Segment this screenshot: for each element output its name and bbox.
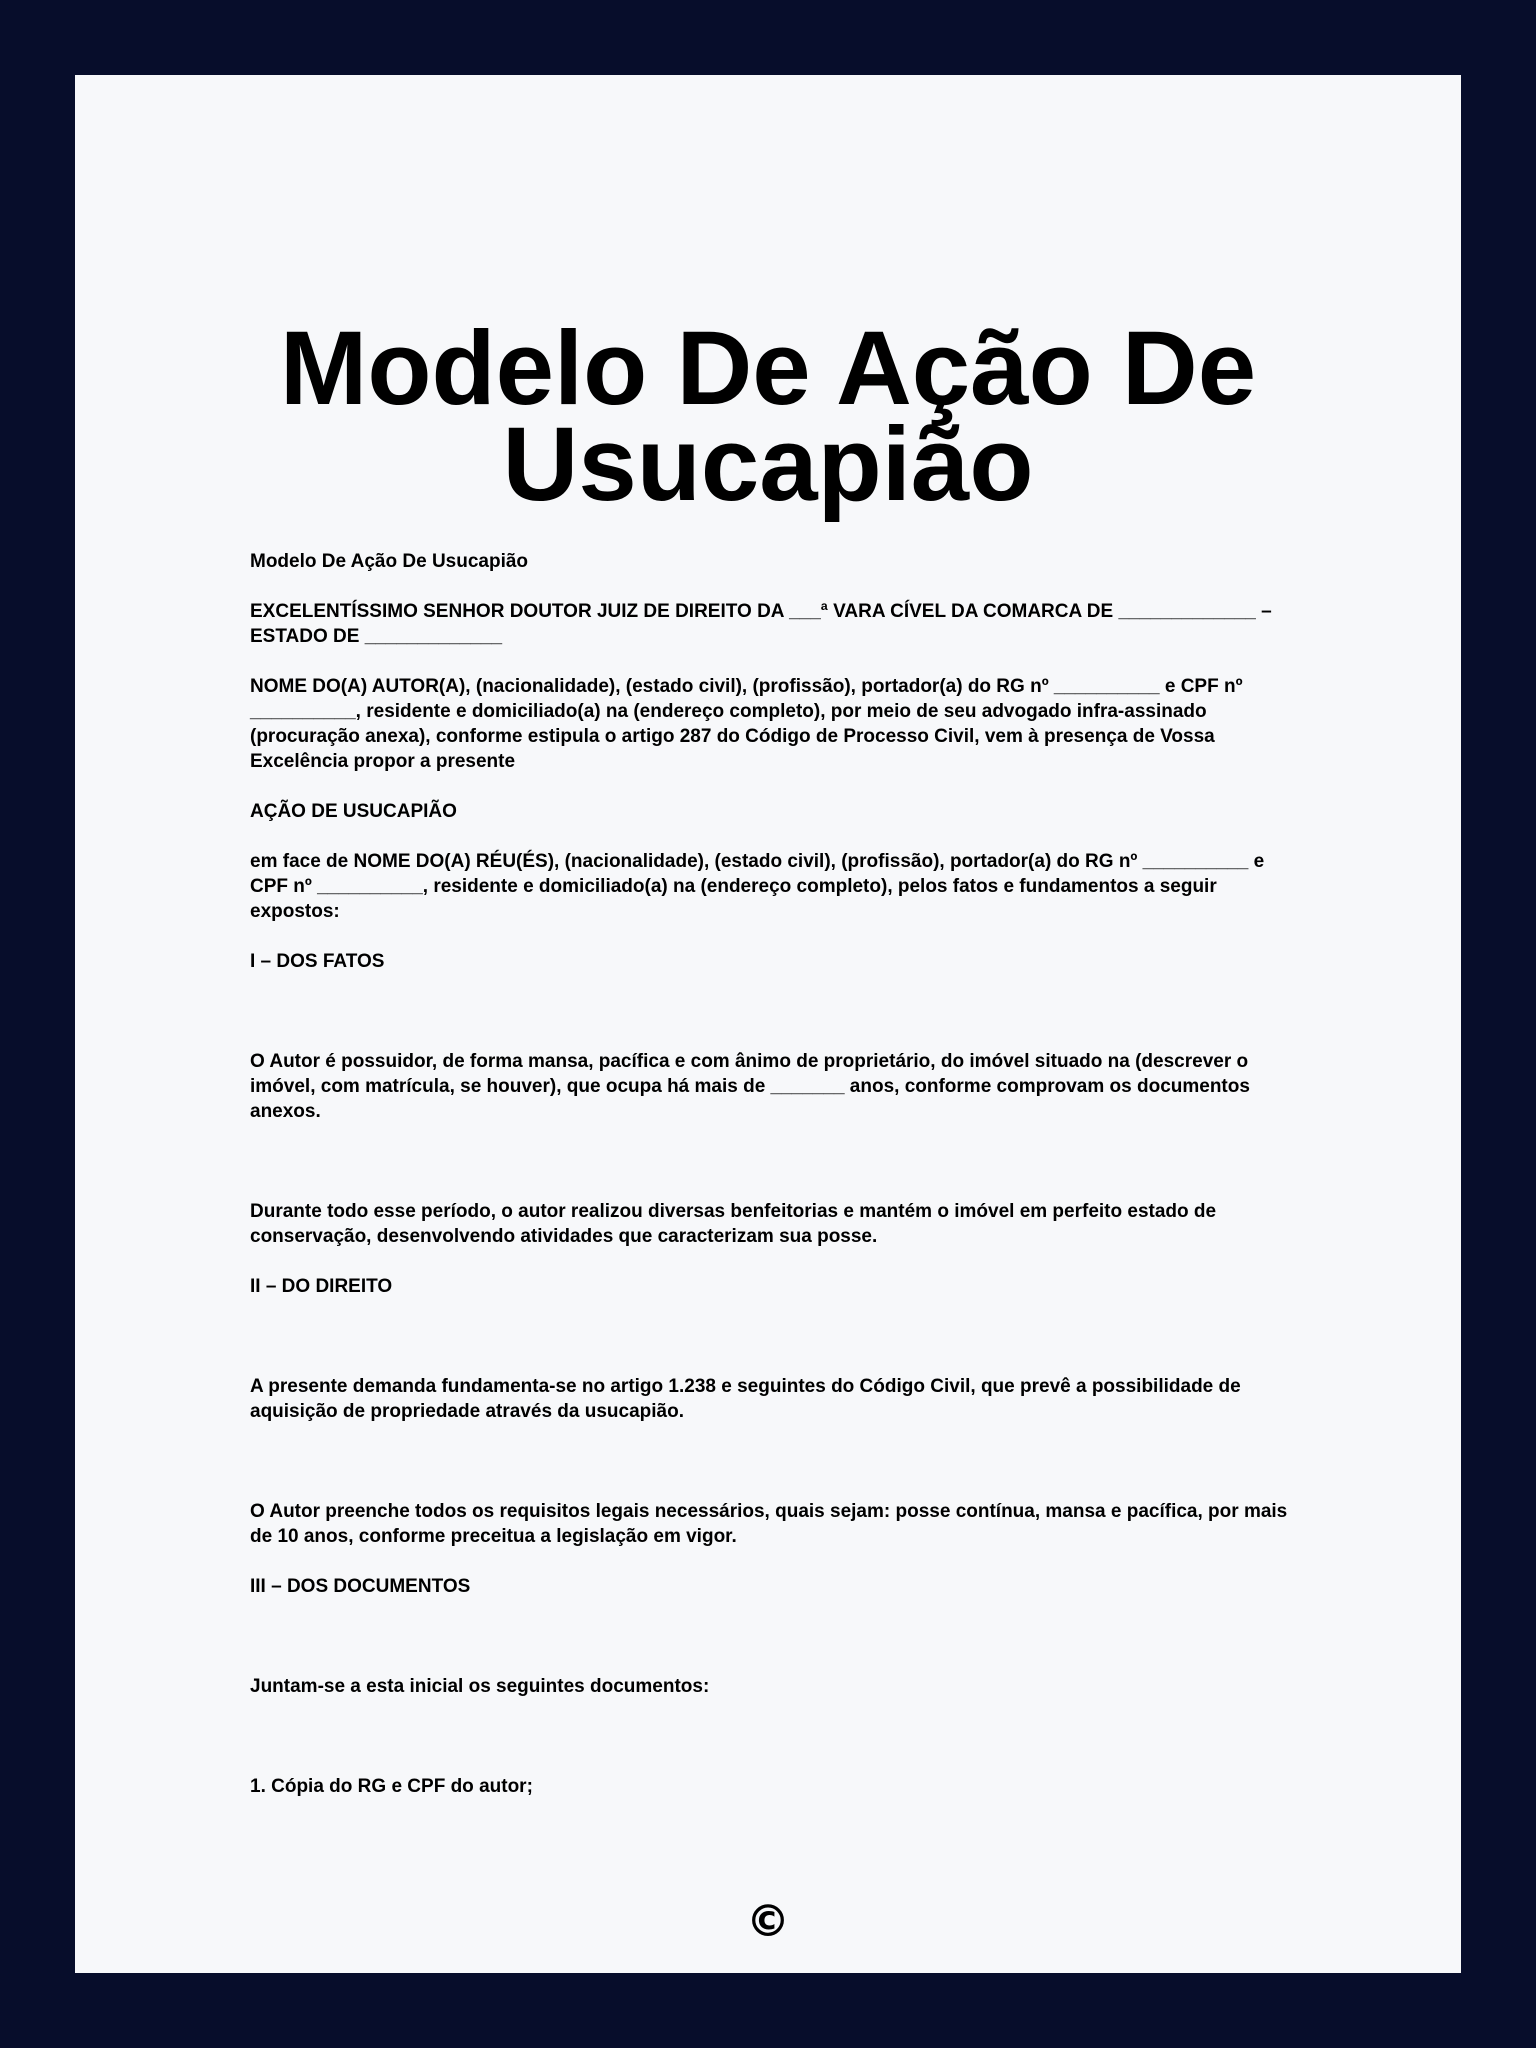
section-heading-facts: I – DOS FATOS xyxy=(250,951,385,972)
facts-paragraph-1: O Autor é possuidor, de forma mansa, pacífica e com ânimo de proprietário, do imóvel situado na (descrever o imóvel, com matrícula, se houver), que ocupa há mais de _______ anos, conforme comprovam os documentos anexos. xyxy=(250,1051,1256,1122)
document-subtitle: Modelo De Ação De Usucapião xyxy=(250,551,529,572)
law-paragraph-2: O Autor preenche todos os requisitos legais necessários, quais sejam: posse contínua, mansa e pacífica, por mais de 10 anos, conforme preceitua a legislação em vigor. xyxy=(250,1501,1293,1547)
documents-intro-paragraph: Juntam-se a esta inicial os seguintes documentos: xyxy=(250,1676,710,1697)
document-title: Modelo De Ação De Usucapião xyxy=(279,310,1257,523)
action-heading: AÇÃO DE USUCAPIÃO xyxy=(250,801,457,822)
defendant-qualification-paragraph: em face de NOME DO(A) RÉU(ÉS), (nacionalidade), (estado civil), (profissão), portador(a) do RG nº __________ e CPF nº __________, residente e domiciliado(a) na (endereço completo), pelos fatos e fundamentos a seguir expostos: xyxy=(250,851,1270,922)
section-heading-documents: III – DOS DOCUMENTOS xyxy=(250,1576,471,1597)
document-body xyxy=(250,549,1293,1824)
section-heading-law: II – DO DIREITO xyxy=(250,1276,393,1297)
copyright-icon: © xyxy=(746,1896,790,1947)
documents-list-item: 1. Cópia do RG e CPF do autor; xyxy=(250,1776,533,1797)
plaintiff-qualification-paragraph: NOME DO(A) AUTOR(A), (nacionalidade), (estado civil), (profissão), portador(a) do RG nº __________ e CPF nº __________, residente e domiciliado(a) na (endereço completo), por meio de seu advogado infra-assinado (procuração anexa), conforme estipula o artigo 287 do Código de Processo Civil, vem à presença de Vossa Excelência propor a presente xyxy=(250,676,1248,772)
facts-paragraph-2: Durante todo esse período, o autor realizou diversas benfeitorias e mantém o imóvel em perfeito estado de conservação, desenvolvendo atividades que caracterizam sua posse. xyxy=(250,1201,1222,1247)
document-page xyxy=(75,75,1461,1973)
court-address-paragraph: EXCELENTÍSSIMO SENHOR DOUTOR JUIZ DE DIREITO DA ___ª VARA CÍVEL DA COMARCA DE _____________ – ESTADO DE _____________ xyxy=(250,601,1277,647)
law-paragraph-1: A presente demanda fundamenta-se no artigo 1.238 e seguintes do Código Civil, que prevê a possibilidade de aquisição de propriedade através da usucapião. xyxy=(250,1376,1246,1422)
